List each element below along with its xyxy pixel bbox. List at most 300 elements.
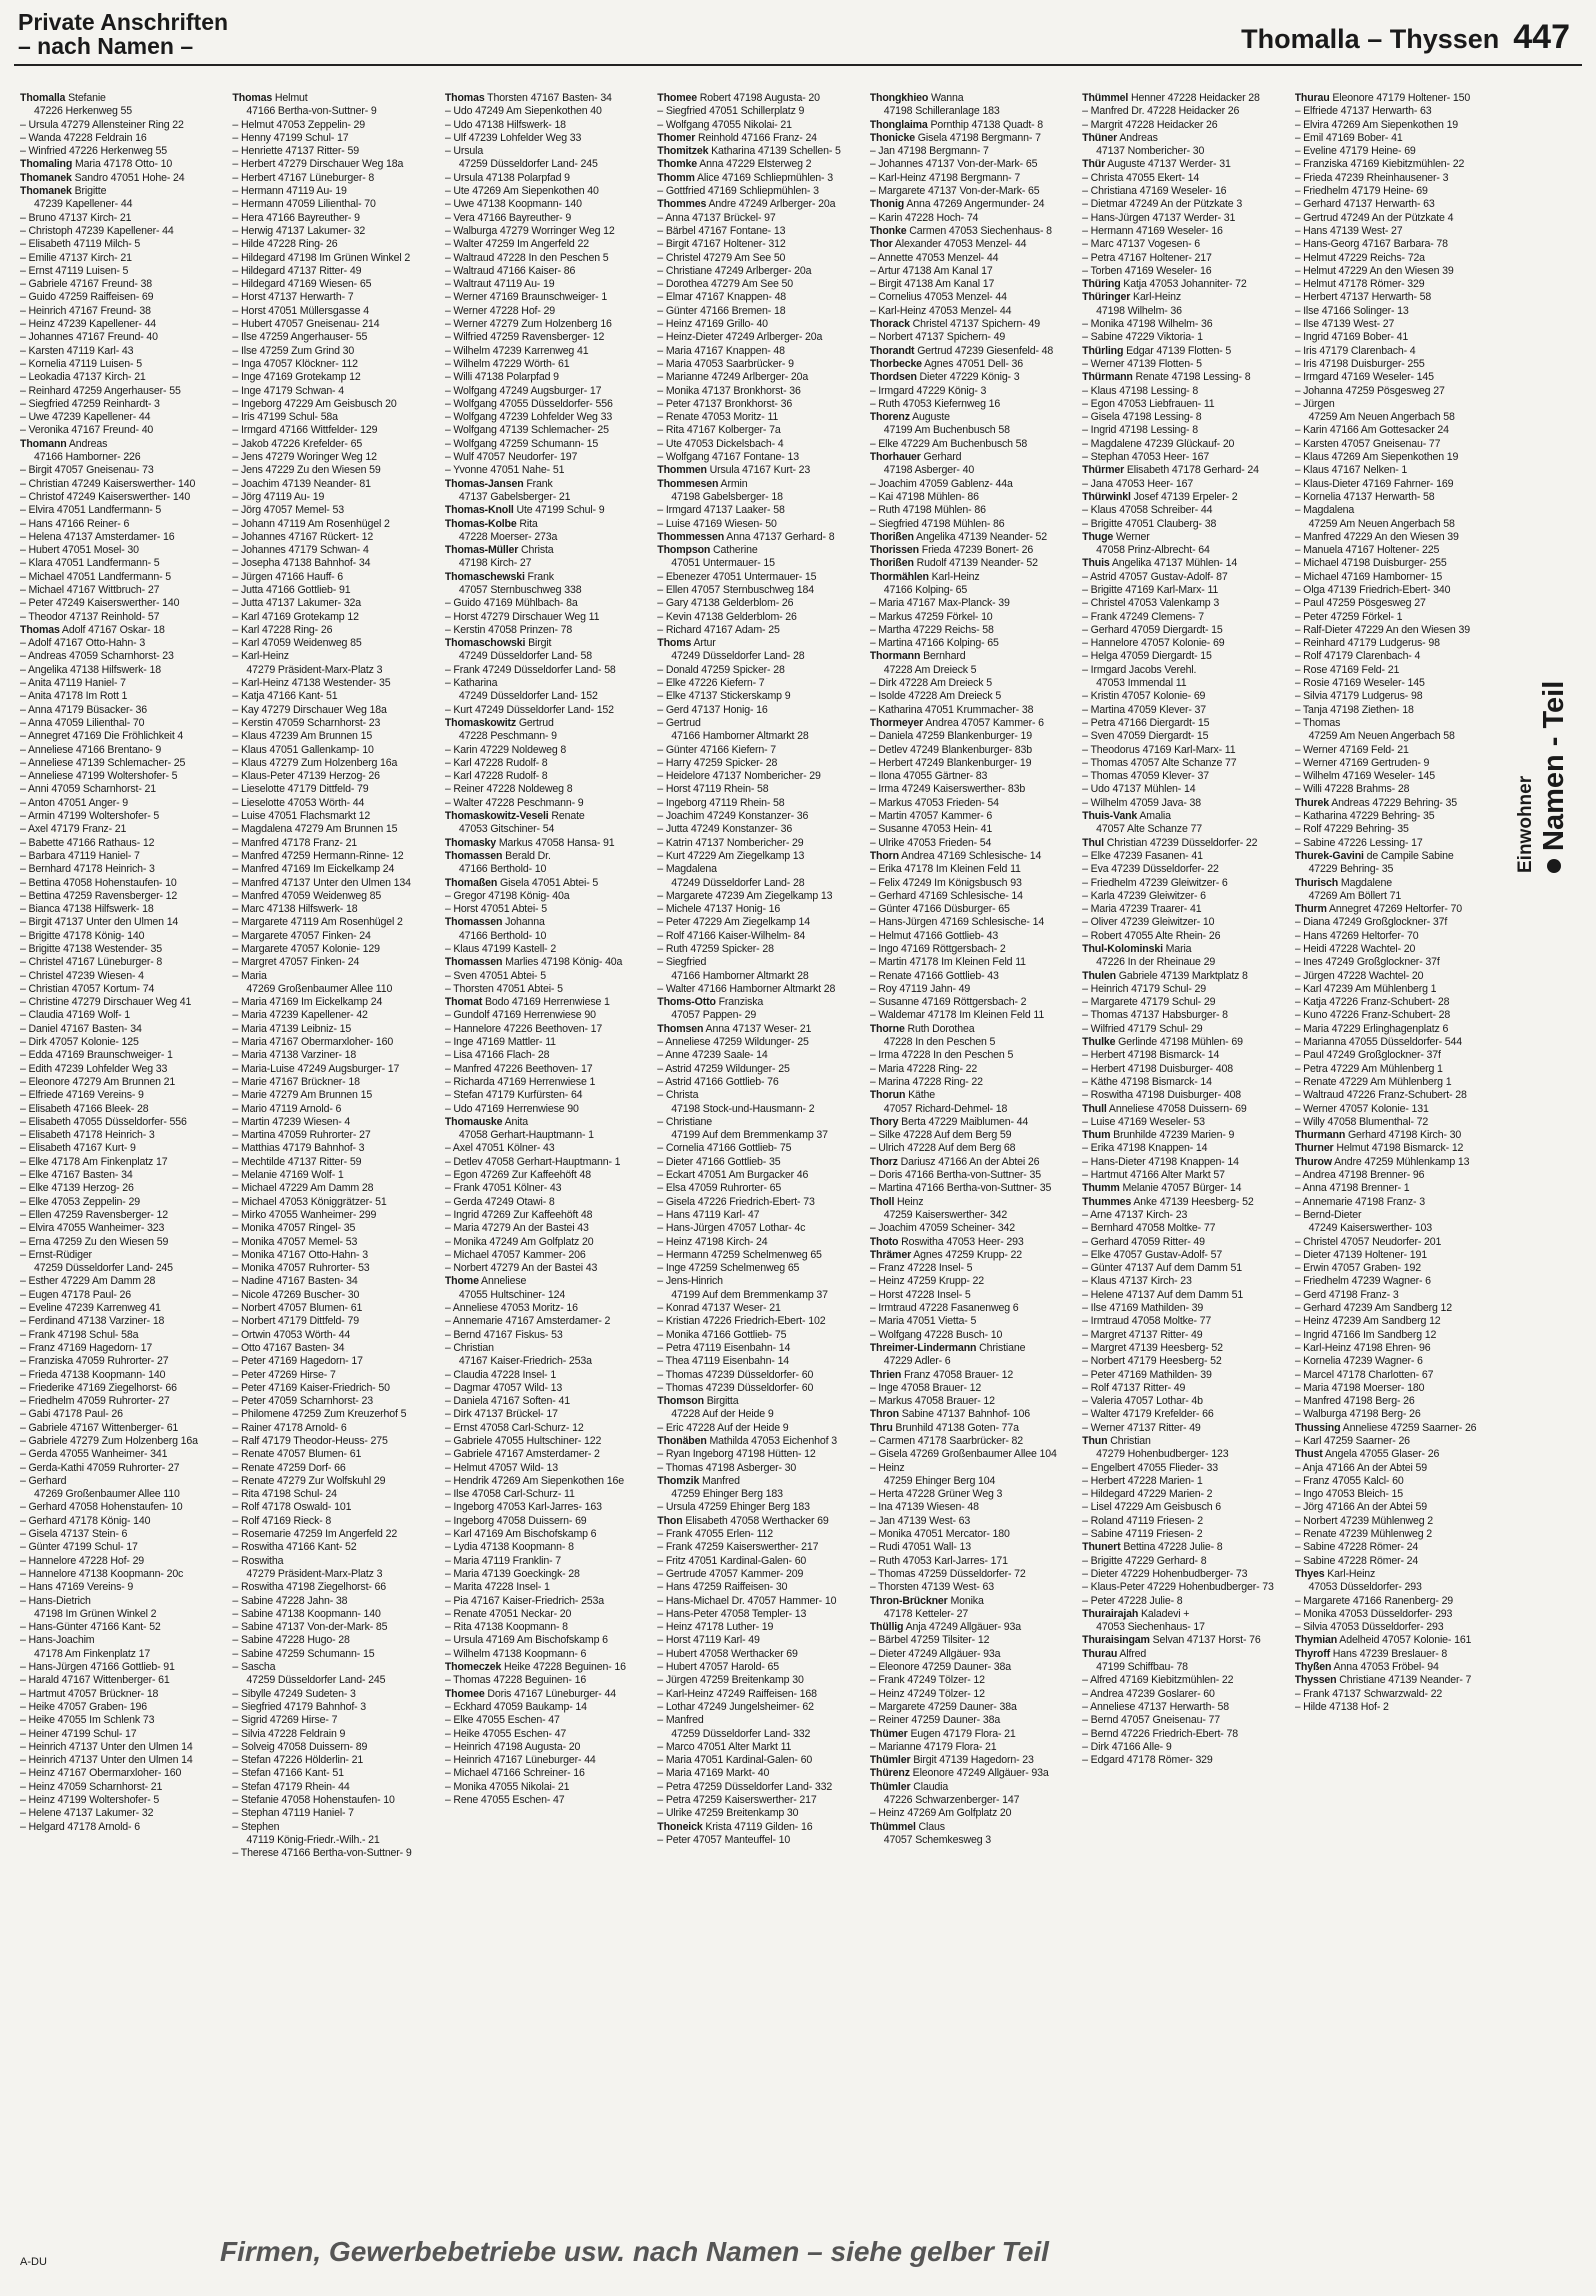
listing-entry: 47249 Düsseldorfer Land- 152 <box>458 690 598 703</box>
listing-entry: – Petra 47167 Holtener- 217 <box>1082 251 1212 264</box>
listing-entry: Thomas Helmut <box>232 92 308 104</box>
listing-entry: – Lisel 47229 Am Geisbusch 6 <box>1082 1501 1222 1514</box>
listing-entry: – Waltraud 47228 In den Peschen 5 <box>444 251 609 264</box>
listing-entry: – Renate 47057 Blumen- 61 <box>232 1448 362 1461</box>
listing-entry: Threimer-Lindermann Christiane <box>869 1341 1026 1354</box>
listing-entry: – Hans-Michael Dr. 47057 Hammer- 10 <box>657 1594 837 1607</box>
listing-entry: – Melanie 47169 Wolf- 1 <box>232 1169 344 1182</box>
listing-entry: – Helmut 47057 Wild- 13 <box>444 1461 558 1474</box>
listing-entry: – Engelbert 47055 Flieder- 33 <box>1082 1461 1218 1474</box>
listing-entry: – Maria 47239 Kapellener- 42 <box>232 1009 368 1022</box>
listing-entry: Thormeyer Andrea 47057 Kammer- 6 <box>869 716 1044 729</box>
listing-entry: – Inge 47169 Mattler- 11 <box>444 1036 556 1049</box>
listing-entry: – Kornelia 47119 Luisen- 5 <box>20 357 142 370</box>
listing-entry: – Bärbel 47259 Tilsiter- 12 <box>869 1634 990 1647</box>
listing-entry: – Irmgard 47229 König- 3 <box>869 384 987 397</box>
listing-entry: – Monika 47051 Mercator- 180 <box>869 1528 1010 1541</box>
listing-entry: – Gabriele 47167 Amsterdamer- 2 <box>444 1448 600 1461</box>
listing-entry: – Bernhard 47058 Moltke- 77 <box>1082 1222 1216 1235</box>
listing-entry: 47053 Düsseldorfer- 293 <box>1308 1581 1422 1594</box>
listing-entry: – Anna 47179 Büsacker- 36 <box>20 703 148 716</box>
listing-entry: – Maria 47167 Knappen- 48 <box>657 344 785 357</box>
listing-entry: – Frieda 47239 Rheinhausener- 3 <box>1294 171 1449 184</box>
listing-entry: – Sigrid 47269 Hirse- 7 <box>232 1714 338 1727</box>
listing-entry: – Anneliese 47137 Herwarth- 58 <box>1082 1700 1229 1713</box>
listing-entry: – Karl 47059 Weidenweg 85 <box>232 637 362 650</box>
listing-entry: – Klaus 47199 Kastell- 2 <box>444 943 557 955</box>
listing-entry: – Ursula 47279 Allensteiner Ring 22 <box>20 118 184 131</box>
listing-entry: – Karl-Heinz 47138 Westender- 35 <box>232 677 391 690</box>
listing-entry: – Martina 47166 Kolping- 65 <box>869 637 999 650</box>
listing-entry: – Astrid 47259 Wildunger- 25 <box>657 1062 790 1075</box>
listing-entry: Thümler Claudia <box>869 1780 949 1793</box>
listing-entry: Thomassen Marlies 47198 König- 40a <box>444 956 623 969</box>
listing-entry: 47199 Schiffbau- 78 <box>1096 1661 1188 1674</box>
listing-entry: – Gerd 47137 Honig- 16 <box>657 703 768 716</box>
listing-entry: – Günter 47166 Kiefern- 7 <box>657 743 777 756</box>
listing-column <box>232 92 432 2240</box>
listing-entry: – Hans-Georg 47167 Barbara- 78 <box>1294 238 1448 251</box>
listing-entry: – Christiane <box>657 1115 713 1128</box>
listing-entry: – Hermann 47119 Au- 19 <box>232 185 347 198</box>
listing-entry: – Thomas 47059 Klever- 37 <box>1082 770 1209 783</box>
listing-entry: Thomaßen Gisela 47051 Abtei- 5 <box>444 876 599 889</box>
listing-entry: – Valeria 47057 Lothar- 4b <box>1082 1395 1203 1408</box>
listing-entry: – Gerhard 47059 Diergardt- 15 <box>1082 623 1223 636</box>
listing-entry: – Christel 47057 Neudorfer- 201 <box>1294 1235 1442 1248</box>
listing-entry: 47057 Sternbuschweg 338 <box>458 583 582 596</box>
listing-entry: – Ursula 47169 Am Bischofskamp 6 <box>444 1634 608 1647</box>
listing-entry: Thomas-Müller Christa <box>444 544 554 557</box>
listing-entry: 47259 Ehinger Berg 183 <box>671 1488 783 1501</box>
listing-entry: – Marie 47167 Brückner- 18 <box>232 1075 360 1088</box>
listing-entry: – Heinz 47269 Am Golfplatz 20 <box>869 1807 1012 1820</box>
listing-entry: – Johannes 47137 Von-der-Mark- 65 <box>869 158 1038 171</box>
listing-entry: – Walter 47166 Hamborner Altmarkt 28 <box>657 982 836 995</box>
listing-entry: – Inge 47179 Schwan- 4 <box>232 384 344 397</box>
section-tab-big: Namen - Teil <box>1538 680 1570 851</box>
listing-entry: – Heiner 47199 Schul- 17 <box>20 1727 137 1740</box>
listing-entry: – Guido 47259 Raiffeisen- 69 <box>20 291 154 304</box>
listing-entry: – Frank 47249 Clemens- 7 <box>1082 610 1204 623</box>
listing-entry: – Elke 47178 Am Finkenplatz 17 <box>20 1155 168 1168</box>
listing-entry: – Manfred 47226 Beethoven- 17 <box>444 1062 593 1075</box>
listing-entry: – Manfred 47178 Franz- 21 <box>232 836 358 849</box>
listing-entry: – Karl-Heinz 47053 Menzel- 44 <box>869 304 1012 317</box>
listing-entry: 47229 Adler- 6 <box>883 1355 951 1368</box>
listing-entry: – Brigitte 47169 Karl-Marx- 11 <box>1082 583 1219 596</box>
listing-entry: – Uwe 47138 Koopmann- 140 <box>444 198 582 211</box>
listing-entry: 47119 König-Friedr.-Wilh.- 21 <box>246 1833 380 1846</box>
listing-entry: – Katharina 47229 Behring- 35 <box>1294 810 1435 823</box>
listing-entry: – Klara 47051 Landfermann- 5 <box>20 557 160 570</box>
listing-column <box>657 92 857 2240</box>
listing-entry: Thummes Anke 47139 Heesberg- 52 <box>1082 1195 1254 1208</box>
listing-entry: – Sabine 47259 Schumann- 15 <box>232 1647 375 1660</box>
listing-entry: Thurm Annegret 47269 Heltorfer- 70 <box>1294 903 1463 916</box>
listing-entry: – Heinz <box>869 1461 905 1474</box>
listing-entry: – Klaus 47239 Am Brunnen 15 <box>232 730 373 743</box>
listing-entry: – Paul 47259 Pösgesweg 27 <box>1294 597 1426 610</box>
listing-entry: – Egon 47269 Zur Kaffeehöft 48 <box>444 1169 591 1182</box>
listing-entry: Thüllig Anja 47249 Allgäuer- 93a <box>869 1621 1021 1634</box>
listing-entry: Thümmel Claus <box>869 1820 945 1833</box>
listing-entry: – Marcel 47178 Charlotten- 67 <box>1294 1368 1434 1381</box>
listing-entry: 47055 Hultschiner- 124 <box>458 1288 566 1301</box>
listing-entry: – Wilhelm 47169 Weseler- 145 <box>1294 770 1436 783</box>
listing-entry: – Annette 47053 Menzel- 44 <box>869 251 999 264</box>
listing-entry: – Ingrid 47269 Zur Kaffeehöft 48 <box>444 1208 593 1221</box>
listing-entry: – Maria 47167 Obermarxloher- 160 <box>232 1036 394 1049</box>
listing-entry: – Gerhard 47178 König- 140 <box>20 1514 151 1527</box>
listing-entry: – Maria 47279 An der Bastei 43 <box>444 1222 589 1235</box>
listing-entry: – Uwe 47239 Kapellener- 44 <box>20 411 151 424</box>
listing-entry: 47226 Schwarzenberger- 147 <box>883 1794 1020 1806</box>
listing-entry: – Annemarie 47198 Franz- 3 <box>1294 1195 1425 1208</box>
listing-entry: – Siegfried 47259 Reinhardt- 3 <box>20 397 160 410</box>
listing-entry: – Daniela 47259 Blankenburger- 19 <box>869 730 1033 743</box>
listing-entry: – Hendrik 47269 Am Siepenkothen 16e <box>444 1474 624 1487</box>
listing-entry: – Gisela 47226 Friedrich-Ebert- 73 <box>657 1195 815 1208</box>
listing-entry: – Heinz 47249 Tölzer- 12 <box>869 1687 985 1700</box>
listing-entry: Thompson Catherine <box>657 544 758 557</box>
listing-entry: – Bernd 47226 Friedrich-Ebert- 78 <box>1082 1727 1238 1740</box>
listing-entry: – Peter 47057 Manteuffel- 10 <box>657 1833 791 1846</box>
listing-entry: – Ingo 47053 Bleich- 15 <box>1294 1488 1404 1501</box>
listing-entry: – Udo 47138 Hilfswerk- 18 <box>444 118 566 131</box>
listing-entry: Thul Christian 47239 Düsseldorfer- 22 <box>1082 836 1258 849</box>
listing-entry: – Magdalena <box>1294 504 1355 517</box>
listing-entry: – Magdalene 47239 Glückauf- 20 <box>1082 437 1235 450</box>
listing-entry: – Bianca 47138 Hilfswerk- 18 <box>20 903 154 916</box>
listing-entry: – Rolf 47179 Clarenbach- 4 <box>1294 650 1421 663</box>
listing-entry: – Inge 47259 Schelmenweg 65 <box>657 1262 800 1275</box>
listing-entry: – Monika 47053 Düsseldorfer- 293 <box>1294 1607 1453 1620</box>
listing-entry: – Bernd-Dieter <box>1294 1208 1362 1221</box>
listing-entry: – Kristian 47226 Friedrich-Ebert- 102 <box>657 1315 826 1328</box>
listing-entry: – Dietmar 47249 An der Pützkate 3 <box>1082 198 1243 211</box>
listing-entry: – Ulrike 47259 Breitenkamp 30 <box>657 1807 799 1820</box>
listing-entry: – Wilfried 47259 Ravensberger- 12 <box>444 331 605 344</box>
listing-entry: Thul-Kolominski Maria <box>1082 943 1192 955</box>
listing-entry: Thoto Roswitha 47053 Heer- 293 <box>869 1235 1024 1248</box>
listing-entry: – Hans-Günter 47166 Kant- 52 <box>20 1621 161 1634</box>
listing-entry: – Ulf 47239 Lohfelder Weg 33 <box>444 131 582 144</box>
listing-entry: – Irmtraud 47058 Moltke- 77 <box>1082 1315 1212 1328</box>
listing-entry: Thüner Andreas <box>1082 131 1158 144</box>
listing-entry: Thomas-Knoll Ute 47199 Schul- 9 <box>444 504 605 517</box>
listing-entry: – Karin 47229 Noldeweg 8 <box>444 743 567 756</box>
listing-entry: 47137 Gabelsberger- 21 <box>458 490 571 503</box>
listing-entry: – Renate 47229 Am Mühlenberg 1 <box>1294 1075 1452 1088</box>
listing-entry: – Kornelia 47239 Wagner- 6 <box>1294 1355 1423 1368</box>
listing-entry: – Heike 47057 Graben- 196 <box>20 1700 147 1713</box>
listing-entry: 47166 Kolping- 65 <box>883 583 968 596</box>
listing-entry: – Klaus 47051 Gallenkamp- 10 <box>232 743 374 756</box>
listing-entry: – Thea 47119 Eisenbahn- 14 <box>657 1355 790 1368</box>
listing-entry: – Philomene 47259 Zum Kreuzerhof 5 <box>232 1408 407 1421</box>
listing-entry: – Marc 47137 Vogesen- 6 <box>1082 238 1201 251</box>
listing-entry: – Werner 47169 Braunschweiger- 1 <box>444 291 608 304</box>
listing-entry: – Andreas 47059 Scharnhorst- 23 <box>20 650 174 663</box>
listing-entry: – Christine 47279 Dirschauer Weg 41 <box>20 996 192 1009</box>
listing-entry: – Wolfgang 47055 Nikolai- 21 <box>657 118 792 131</box>
listing-entry: – Marc 47138 Hilfswerk- 18 <box>232 903 358 916</box>
listing-entry: – Richarda 47169 Herrenwiese 1 <box>444 1075 596 1088</box>
listing-entry: – Klaus 47279 Zum Holzenberg 16a <box>232 756 398 769</box>
listing-entry: – Lothar 47249 Jungelsheimer- 62 <box>657 1700 814 1713</box>
listing-entry: – Margarete 47119 Am Rosenhügel 2 <box>232 916 403 929</box>
listing-entry: – Klaus-Dieter 47169 Fahrner- 169 <box>1294 477 1454 490</box>
listing-columns <box>20 92 1495 2240</box>
listing-entry: – Arne 47137 Kirch- 23 <box>1082 1208 1188 1221</box>
listing-entry: 47053 Gitschiner- 54 <box>458 823 555 836</box>
listing-entry: – Sabine 47138 Koopmann- 140 <box>232 1607 381 1620</box>
listing-entry: – Friedhelm 47239 Gleiwitzer- 6 <box>1082 876 1228 889</box>
listing-column <box>870 92 1070 2240</box>
section-title: Private Anschriften <box>18 9 229 35</box>
listing-entry: 47057 Richard-Dehmel- 18 <box>883 1102 1008 1115</box>
listing-entry: 47166 Hamborner Altmarkt 28 <box>671 730 809 743</box>
listing-entry: – Iris 47199 Schul- 58a <box>232 411 338 424</box>
listing-entry: – Wilfried 47179 Schul- 29 <box>1082 1022 1203 1035</box>
listing-entry: – Dieter 47139 Holtener- 191 <box>1294 1248 1427 1261</box>
listing-entry: – Dirk 47166 Alle- 9 <box>1082 1740 1172 1753</box>
listing-entry: Thomzik Manfred <box>657 1474 740 1487</box>
listing-entry: – Elisabeth 47166 Bleek- 28 <box>20 1102 149 1115</box>
listing-entry: – Maria 47229 Erlinghagenplatz 6 <box>1294 1022 1449 1035</box>
listing-entry: – Ruth 47053 Kiefernweg 16 <box>869 397 1001 410</box>
listing-entry: – Michael 47166 Schreiner- 16 <box>444 1767 585 1780</box>
listing-entry: – Rita 47198 Schul- 24 <box>232 1488 337 1501</box>
listing-entry: – Sabine 47119 Friesen- 2 <box>1082 1528 1203 1541</box>
listing-entry: Thomanek Brigitte <box>20 185 107 198</box>
listing-entry: – Stephan 47119 Haniel- 7 <box>232 1807 354 1820</box>
listing-entry: – Willi 47228 Brahms- 28 <box>1294 783 1410 796</box>
listing-entry: – Dieter 47249 Allgäuer- 93a <box>869 1647 1001 1660</box>
listing-entry: – Lieselotte 47053 Wörth- 44 <box>232 796 365 809</box>
listing-entry: – Wulf 47057 Neudorfer- 197 <box>444 451 578 464</box>
listing-entry: – Jan 47139 West- 63 <box>869 1514 971 1527</box>
listing-entry: – Karin 47228 Hoch- 74 <box>869 211 979 224</box>
listing-entry: – Ralf-Dieter 47229 An den Wiesen 39 <box>1294 623 1470 636</box>
listing-entry: Thomke Anna 47229 Elsterweg 2 <box>657 158 812 171</box>
listing-entry: – Klaus 47167 Nelken- 1 <box>1294 464 1408 477</box>
listing-entry: Tholl Heinz <box>869 1195 924 1208</box>
listing-entry: – Maria <box>232 969 267 982</box>
listing-entry: – Annemarie 47167 Amsterdamer- 2 <box>444 1315 611 1328</box>
listing-entry: 47057 Pappen- 29 <box>671 1009 757 1022</box>
listing-entry: – Friederike 47169 Ziegelhorst- 66 <box>20 1381 177 1394</box>
listing-entry: – Elke 47055 Eschen- 47 <box>444 1714 560 1727</box>
listing-entry: – Hans-Peter 47058 Templer- 13 <box>657 1607 807 1620</box>
listing-entry: – Helgard 47178 Arnold- 6 <box>20 1820 140 1833</box>
listing-entry: – Herbert 47198 Duisburger- 408 <box>1082 1062 1233 1075</box>
listing-entry: – Maria 47167 Max-Planck- 39 <box>869 597 1010 610</box>
listing-entry: Thommes Andre 47249 Arlberger- 20a <box>657 198 836 211</box>
listing-entry: Thurairajah Kaladevi + <box>1082 1607 1190 1620</box>
listing-entry: 47137 Nombericher- 30 <box>1096 145 1205 158</box>
listing-entry: – Thomas <box>1294 716 1341 729</box>
listing-entry: – Birgit 47137 Unter den Ulmen 14 <box>20 916 179 929</box>
listing-entry: – Jens 47229 Zu den Wiesen 59 <box>232 464 381 477</box>
listing-entry: – Andrea 47239 Goslarer- 60 <box>1082 1687 1215 1700</box>
listing-entry: – Claudia 47228 Insel- 1 <box>444 1368 557 1381</box>
listing-entry: 47259 Düsseldorfer Land- 245 <box>246 1674 386 1687</box>
listing-entry: – Heidi 47228 Wachtel- 20 <box>1294 943 1416 955</box>
listing-entry: – Werner 47137 Ritter- 49 <box>1082 1421 1201 1434</box>
listing-entry: Thomaschowski Birgit <box>444 637 552 650</box>
listing-entry: – Hannelore 47057 Kolonie- 69 <box>1082 637 1225 650</box>
listing-entry: – Ilse 47166 Solinger- 13 <box>1294 304 1409 317</box>
listing-entry: – Rolf 47137 Ritter- 49 <box>1082 1381 1186 1394</box>
listing-entry: Thorun Käthe <box>869 1089 936 1102</box>
listing-entry: Thorz Dariusz 47166 An der Abtei 26 <box>869 1155 1040 1168</box>
listing-entry: – Peter 47269 Hirse- 7 <box>232 1368 336 1381</box>
listing-column <box>20 92 220 2240</box>
listing-entry: 47239 Kapellener- 44 <box>34 198 133 211</box>
listing-entry: – Wolfgang 47055 Düsseldorfer- 556 <box>444 397 613 410</box>
listing-entry: – Stefan 47179 Kurfürsten- 64 <box>444 1089 583 1102</box>
listing-entry: – Thomas 47198 Asberger- 30 <box>657 1461 797 1474</box>
listing-entry: – Maria 47239 Traarer- 41 <box>1082 903 1202 916</box>
listing-entry: – Eckhard 47059 Baukamp- 14 <box>444 1700 587 1713</box>
listing-entry: Thorissen Frieda 47239 Bonert- 26 <box>869 544 1034 557</box>
listing-entry: – Stefan 47166 Kant- 51 <box>232 1767 344 1780</box>
listing-entry: – Marina 47228 Ring- 22 <box>869 1075 983 1088</box>
listing-entry: – Gundolf 47169 Herrenwiese 90 <box>444 1009 596 1022</box>
listing-entry: – Dieter 47229 Hohenbudberger- 73 <box>1082 1567 1248 1580</box>
listing-entry: – Heinrich 47137 Unter den Ulmen 14 <box>20 1740 193 1753</box>
listing-entry: – Peter 47229 Am Ziegelkamp 14 <box>657 916 811 929</box>
listing-entry: – Karl 47259 Saarner- 26 <box>1294 1434 1410 1447</box>
listing-entry: – Hermann 47059 Lilienthal- 70 <box>232 198 376 211</box>
listing-entry: – Wolfgang 47249 Augsburger- 17 <box>444 384 602 397</box>
listing-entry: 47228 In den Peschen 5 <box>883 1036 996 1049</box>
listing-entry: – Bernhard 47178 Heinrich- 3 <box>20 863 155 876</box>
listing-entry: – Sabine 47137 Von-der-Mark- 85 <box>232 1621 388 1634</box>
listing-entry: – Luise 47169 Weseler- 53 <box>1082 1115 1205 1128</box>
listing-entry: – Ernst 47119 Luisen- 5 <box>20 264 129 277</box>
listing-entry: – Kuno 47226 Franz-Schubert- 28 <box>1294 1009 1451 1022</box>
listing-entry: Thomitzek Katharina 47139 Schellen- 5 <box>657 145 841 158</box>
listing-entry: Thumm Melanie 47057 Bürger- 14 <box>1082 1182 1242 1195</box>
listing-entry: – Dirk 47057 Kolonie- 125 <box>20 1036 139 1049</box>
listing-entry: – Horst 47279 Dirschauer Weg 11 <box>444 610 600 623</box>
listing-entry: – Iris 47179 Clarenbach- 4 <box>1294 344 1416 357</box>
listing-column <box>445 92 645 2240</box>
listing-entry: – Ryan Ingeborg 47198 Hütten- 12 <box>657 1448 816 1461</box>
listing-entry: Thomassen Berald Dr. <box>444 849 551 862</box>
listing-entry: 47178 Am Finkenplatz 17 <box>34 1647 151 1660</box>
listing-entry: – Axel 47051 Kölner- 43 <box>444 1142 555 1155</box>
listing-entry: – Elmar 47167 Knappen- 48 <box>657 291 787 304</box>
listing-entry: – Wilhelm 47239 Karrenweg 41 <box>444 344 589 357</box>
listing-entry: 47198 Wilhelm- 36 <box>1096 304 1182 317</box>
listing-entry: – Renate 47239 Mühlenweg 2 <box>1294 1528 1433 1541</box>
listing-entry: – Frank 47051 Kölner- 43 <box>444 1182 562 1195</box>
listing-entry: – Franz 47169 Hagedorn- 17 <box>20 1341 153 1354</box>
listing-entry: – Elvira 47055 Wanheimer- 323 <box>20 1222 165 1235</box>
footer-code: A-DU <box>20 2256 47 2268</box>
listing-entry: – Hildegard 47229 Marien- 2 <box>1082 1488 1213 1501</box>
listing-entry: – Margret 47139 Heesberg- 52 <box>1082 1341 1223 1354</box>
listing-entry: – Thomas 47137 Habsburger- 8 <box>1082 1009 1228 1022</box>
listing-entry: – Adolf 47167 Otto-Hahn- 3 <box>20 637 146 650</box>
listing-entry: 47058 Gerhart-Hauptmann- 1 <box>458 1129 594 1142</box>
listing-entry: – Eric 47228 Auf der Heide 9 <box>657 1421 789 1434</box>
listing-entry: – Hans 47139 West- 27 <box>1294 224 1403 237</box>
listing-entry: – Kerstin 47058 Prinzen- 78 <box>444 623 573 636</box>
listing-entry: – Manfred 47059 Weidenweg 85 <box>232 889 382 902</box>
listing-entry: – Gerda 47055 Wanheimer- 341 <box>20 1448 168 1461</box>
listing-entry: – Christiana 47169 Weseler- 16 <box>1082 185 1227 198</box>
listing-entry: – Erika 47198 Knappen- 14 <box>1082 1142 1208 1155</box>
listing-entry: – Helga 47059 Diergardt- 15 <box>1082 650 1212 663</box>
listing-entry: – Manfred 47137 Unter den Ulmen 134 <box>232 876 411 889</box>
listing-entry: 47198 Gabelsberger- 18 <box>671 490 783 503</box>
listing-entry: – Irmgard 47137 Laaker- 58 <box>657 504 785 517</box>
listing-entry: – Thomas 47239 Düsseldorfer- 60 <box>657 1381 814 1394</box>
listing-entry: – Andrea 47198 Brenner- 96 <box>1294 1169 1425 1182</box>
listing-entry: – Rosie 47169 Weseler- 145 <box>1294 677 1425 690</box>
listing-entry: – Astrid 47057 Gustav-Adolf- 87 <box>1082 570 1228 583</box>
listing-entry: Thyroff Hans 47239 Breslauer- 8 <box>1294 1647 1448 1660</box>
listing-entry: – Renate 47053 Moritz- 11 <box>657 411 779 424</box>
listing-entry: – Joachim 47139 Neander- 81 <box>232 477 371 490</box>
listing-entry: – Ruth 47259 Spicker- 28 <box>657 943 774 955</box>
listing-entry: – Brigitte 47229 Gerhard- 8 <box>1082 1554 1207 1567</box>
listing-entry: – Wilhelm 47138 Koopmann- 6 <box>444 1647 587 1660</box>
listing-entry: Thoneick Krista 47119 Gilden- 16 <box>657 1820 813 1833</box>
listing-entry: – Reinhard 47259 Angerhauser- 55 <box>20 384 181 397</box>
listing-entry: – Walter 47228 Peschmann- 9 <box>444 796 584 809</box>
listing-entry: 47198 Kirch- 27 <box>458 557 532 570</box>
listing-entry: – Sabine 47228 Jahn- 38 <box>232 1594 348 1607</box>
listing-entry: 47167 Kaiser-Friedrich- 253a <box>458 1355 592 1368</box>
listing-entry: 47166 Hamborner Altmarkt 28 <box>671 969 809 982</box>
header-rule <box>14 64 1582 66</box>
listing-entry: – Astrid 47166 Gottlieb- 76 <box>657 1075 779 1088</box>
listing-entry: Thurau Eleonore 47179 Holtener- 150 <box>1294 92 1471 104</box>
listing-entry: Thomee Robert 47198 Augusta- 20 <box>657 92 820 104</box>
listing-entry: Thyssen Christiane 47139 Neander- 7 <box>1294 1674 1472 1687</box>
listing-entry: – Elke 47229 Am Buchenbusch 58 <box>869 437 1028 450</box>
listing-entry: – Cornelia 47166 Gottlieb- 75 <box>657 1142 792 1155</box>
listing-entry: – Gerda 47249 Otawi- 8 <box>444 1195 555 1208</box>
listing-entry: – Erwin 47057 Graben- 192 <box>1294 1262 1421 1275</box>
listing-entry: Thurner Helmut 47198 Bismarck- 12 <box>1294 1142 1464 1155</box>
listing-entry: – Herbert 47249 Blankenburger- 19 <box>869 756 1032 769</box>
listing-entry: – Margarete 47259 Dauner- 38a <box>869 1700 1017 1713</box>
listing-entry: – Ingeborg 47053 Karl-Jarres- 163 <box>444 1501 602 1514</box>
listing-entry: – Thorsten 47051 Abtei- 5 <box>444 982 563 995</box>
listing-entry: – Anneliese 47259 Wildunger- 25 <box>657 1036 809 1049</box>
listing-entry: – Christoph 47239 Kapellener- 44 <box>20 224 174 237</box>
listing-entry: – Dagmar 47057 Wild- 13 <box>444 1381 563 1394</box>
listing-entry: – Horst 47051 Müllersgasse 4 <box>232 304 369 317</box>
listing-entry: – Horst 47119 Rhein- 58 <box>657 783 769 796</box>
listing-entry: – Heinz 47239 Am Sandberg 12 <box>1294 1315 1441 1328</box>
listing-entry: – Wolfgang 47239 Lohfelder Weg 33 <box>444 411 613 424</box>
listing-entry: – Anne 47239 Saale- 14 <box>657 1049 768 1062</box>
listing-entry: – Maria 47228 Ring- 22 <box>869 1062 978 1075</box>
listing-entry: – Klaus 47137 Kirch- 23 <box>1082 1275 1192 1288</box>
listing-entry: – Peter 47259 Förkel- 1 <box>1294 610 1403 623</box>
listing-entry: Thon Elisabeth 47058 Werthacker 69 <box>657 1514 829 1527</box>
listing-entry: – Gottfried 47169 Schliepmühlen- 3 <box>657 185 819 198</box>
listing-entry: – Sascha <box>232 1661 276 1674</box>
